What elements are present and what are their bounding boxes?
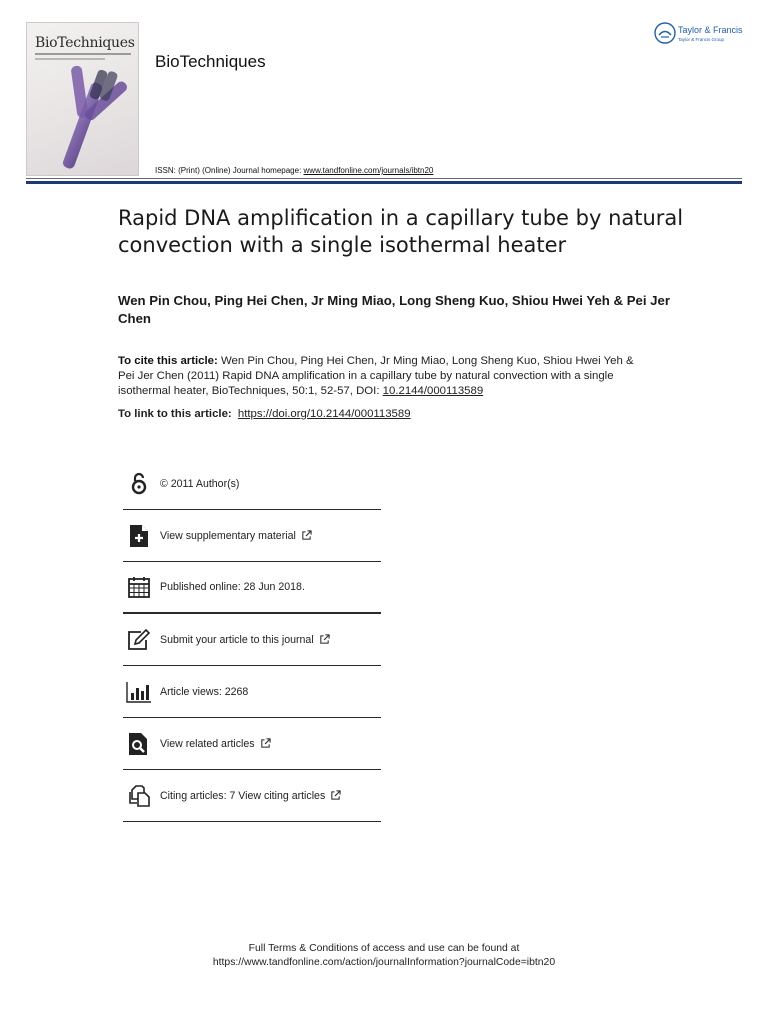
cover-title: BioTechniques <box>35 35 135 51</box>
list-item-citing[interactable] <box>123 770 381 822</box>
open-access-icon <box>126 471 152 497</box>
external-link-icon <box>301 530 312 541</box>
cite-doi-link[interactable]: 10.2144/000113589 <box>382 385 484 397</box>
antibody-illustration <box>35 63 135 175</box>
cite-text: Wen Pin Chou, Ping Hei Chen, Jr Ming Miao, Long Sheng Kuo, Shiou Hwei Yeh & Pei Jer Chen (2011) Rapid DNA amplification in a capillary tube by natural convection with a single isothermal heater, BioTechniques, 50:1, 52-57, DOI: <box>118 355 634 397</box>
article-title: Rapid DNA amplification in a capillary tube by natural convection with a single isothermal heater <box>118 206 684 257</box>
publisher-logo-icon <box>654 22 676 44</box>
license-text: © 2011 Author(s) <box>160 477 240 490</box>
external-link-icon <box>260 738 271 749</box>
search-document-icon <box>126 731 152 757</box>
terms-text: Full Terms & Conditions of access and use can be found at <box>248 943 520 954</box>
calendar-icon <box>126 574 152 600</box>
cite-label: To cite this article: <box>118 355 218 367</box>
edit-icon <box>126 627 152 653</box>
external-link-icon <box>330 790 341 801</box>
list-item-supplementary[interactable] <box>123 510 381 562</box>
list-item-related[interactable] <box>123 718 381 770</box>
terms-url[interactable]: https://www.tandfonline.com/action/journalInformation?journalCode=ibtn20 <box>212 957 556 968</box>
journal-cover-image <box>26 22 139 176</box>
header-divider-thick <box>26 181 742 184</box>
article-doi-link[interactable]: https://doi.org/10.2144/000113589 <box>237 408 411 420</box>
issn-label: ISSN: (Print) (Online) Journal homepage: <box>155 166 304 175</box>
header-divider <box>26 178 742 179</box>
bar-chart-icon <box>126 679 152 705</box>
link-label: To link to this article: <box>118 408 235 420</box>
external-link-icon <box>319 634 330 645</box>
journal-homepage-link[interactable]: www.tandfonline.com/journals/ibtn20 <box>303 166 434 175</box>
publisher-group: Taylor & Francis Group <box>678 37 725 42</box>
citation-block <box>118 354 643 399</box>
article-views: Article views: 2268 <box>160 685 249 698</box>
list-item-views <box>123 666 381 718</box>
citing-articles-link[interactable]: Citing articles: 7 View citing articles <box>160 789 326 802</box>
article-authors: Wen Pin Chou, Ping Hei Chen, Jr Ming Miao, Long Sheng Kuo, Shiou Hwei Yeh & Pei Jer Chen <box>118 293 670 326</box>
related-articles-link[interactable]: View related articles <box>160 737 255 750</box>
issn-line <box>155 166 433 175</box>
supplementary-link[interactable]: View supplementary material <box>160 529 296 542</box>
list-item-submit[interactable] <box>123 614 381 666</box>
citing-articles-icon <box>126 783 152 809</box>
article-link-line <box>118 408 411 420</box>
article-info-list <box>123 458 381 822</box>
cover-decoration <box>35 53 131 55</box>
terms-footer <box>0 942 768 970</box>
published-date: Published online: 28 Jun 2018. <box>160 581 305 593</box>
submit-article-link[interactable]: Submit your article to this journal <box>160 633 314 646</box>
supplementary-file-icon <box>126 523 152 549</box>
publisher-name: Taylor & Francis <box>678 25 743 35</box>
journal-name: BioTechniques <box>155 52 266 71</box>
list-item-license <box>123 458 381 510</box>
list-item-published <box>123 562 381 614</box>
cover-decoration <box>35 58 105 60</box>
